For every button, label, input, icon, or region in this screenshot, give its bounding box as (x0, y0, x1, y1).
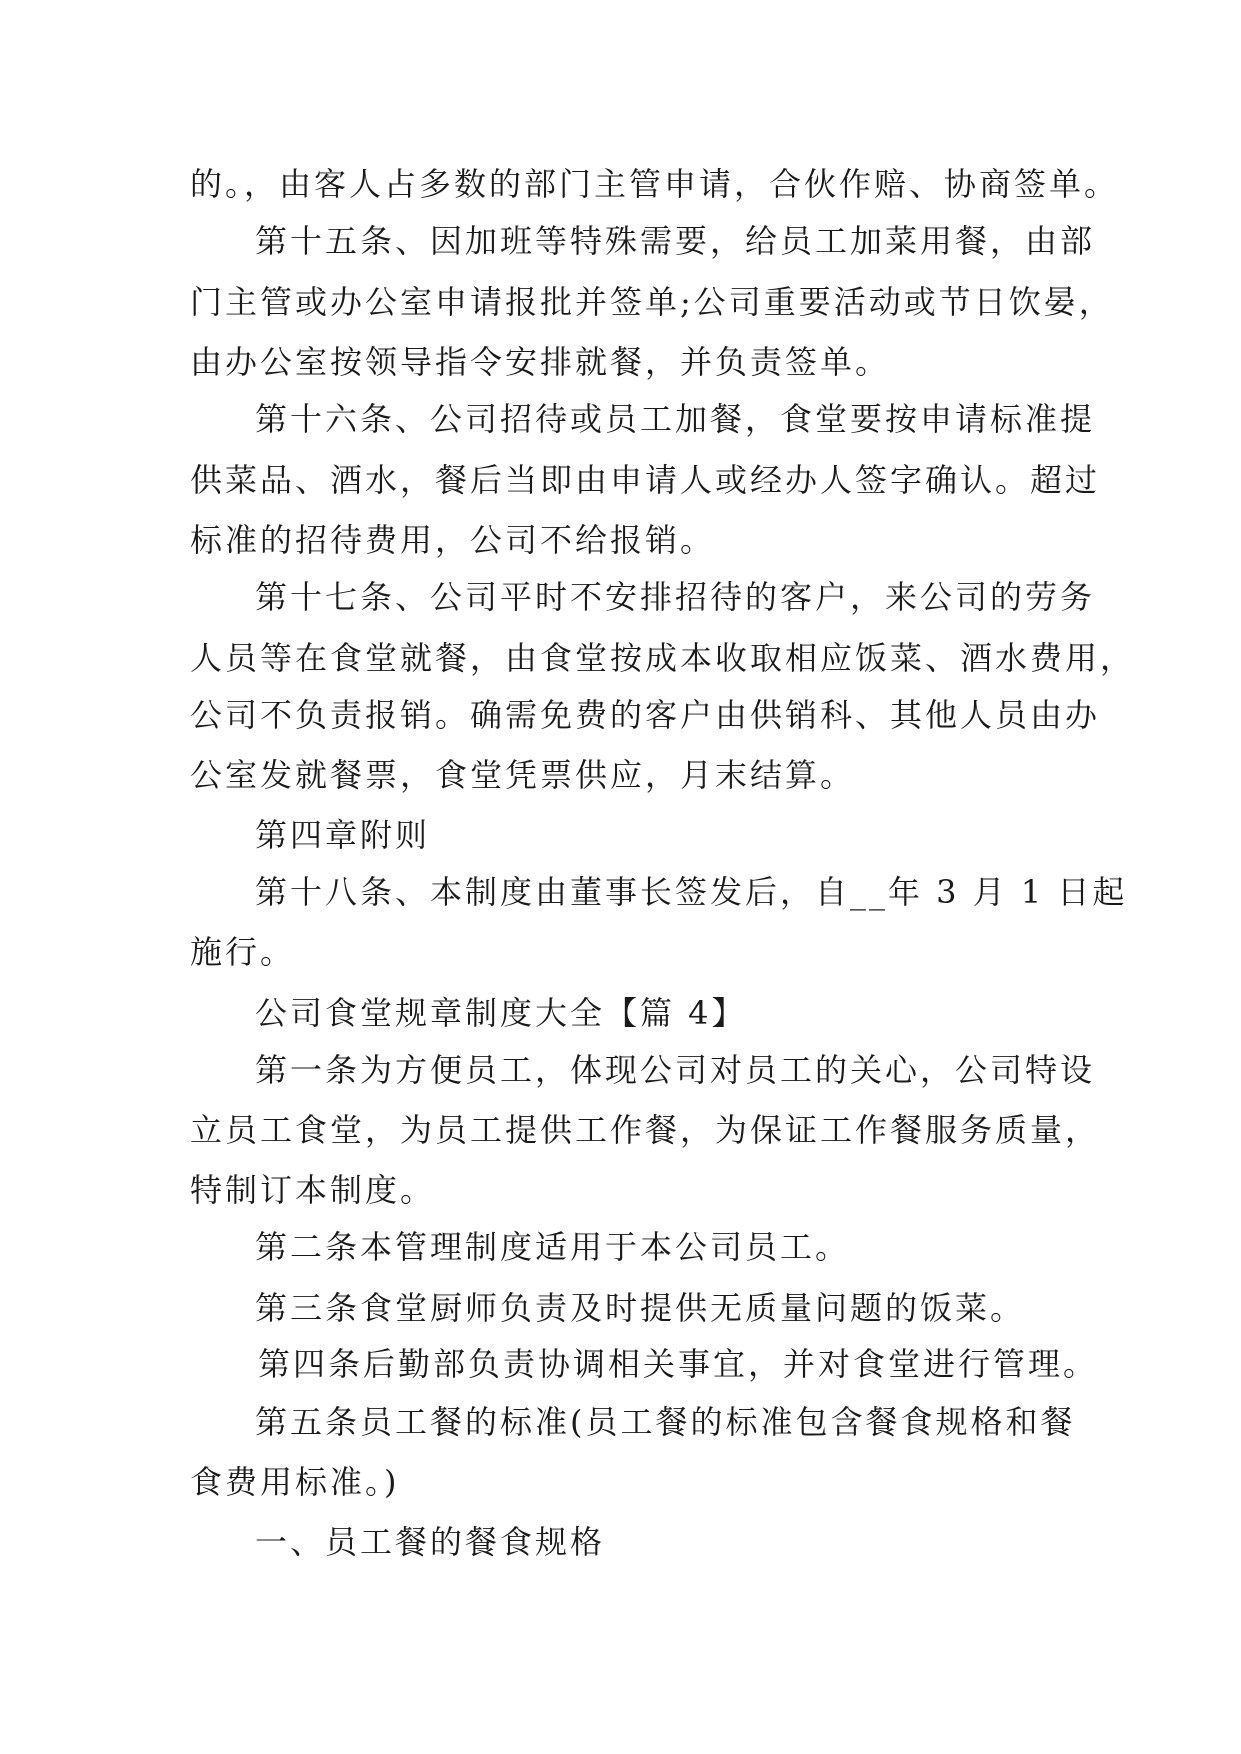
article-5-first-line: 第五条员工餐的标准(员工餐的标准包含餐食规格和餐 (255, 1403, 1076, 1441)
paragraph-line: 立员工食堂，为员工提供工作餐，为保证工作餐服务质量， (190, 1111, 1101, 1149)
paragraph-line: 供菜品、酒水，餐后当即由申请人或经办人签字确认。超过 (190, 461, 1101, 499)
paragraph-line: 标准的招待费用，公司不给报销。 (190, 521, 716, 559)
paragraph-line: 特制订本制度。 (190, 1171, 436, 1209)
article-4-line: 第四条后勤部负责协调相关事宜，并对食堂进行管理。 (258, 1345, 1099, 1383)
paragraph-line: 公司不负责报销。确需免费的客户由供销科、其他人员由办 (190, 696, 1101, 734)
paragraph-line: 人员等在食堂就餐，由食堂按成本收取相应饭菜、酒水费用， (190, 639, 1136, 677)
article-17-first-line: 第十七条、公司平时不安排招待的客户，来公司的劳务 (255, 578, 1096, 616)
article-1-first-line: 第一条为方便员工，体现公司对员工的关心，公司特设 (255, 1051, 1096, 1089)
article-3-line: 第三条食堂厨师负责及时提供无质量问题的饭菜。 (255, 1289, 1026, 1327)
paragraph-line: 由办公室按领导指令安排就餐，并负责签单。 (190, 343, 891, 381)
paragraph-line: 的。，由客人占多数的部门主管申请，合伙作赔、协商签单。 (190, 165, 1120, 203)
paragraph-line: 门主管或办公室申请报批并签单;公司重要活动或节日饮晏， (190, 283, 1114, 321)
subsection-heading: 一、员工餐的餐食规格 (255, 1523, 606, 1561)
article-15-first-line: 第十五条、因加班等特殊需要，给员工加菜用餐，由部 (255, 222, 1096, 260)
article-2-line: 第二条本管理制度适用于本公司员工。 (255, 1228, 851, 1266)
chapter-heading: 第四章附则 (255, 816, 431, 854)
paragraph-line: 施行。 (190, 933, 296, 971)
paragraph-line: 食费用标准。) (190, 1463, 400, 1501)
paragraph-line: 公室发就餐票，食堂凭票供应，月末结算。 (190, 756, 856, 794)
section-title: 公司食堂规章制度大全【篇 4】 (255, 994, 747, 1032)
article-16-first-line: 第十六条、公司招待或员工加餐，食堂要按申请标准提 (255, 400, 1096, 438)
article-18-first-line: 第十八条、本制度由董事长签发后，自__年 3 月 1 日起 (255, 873, 1128, 911)
